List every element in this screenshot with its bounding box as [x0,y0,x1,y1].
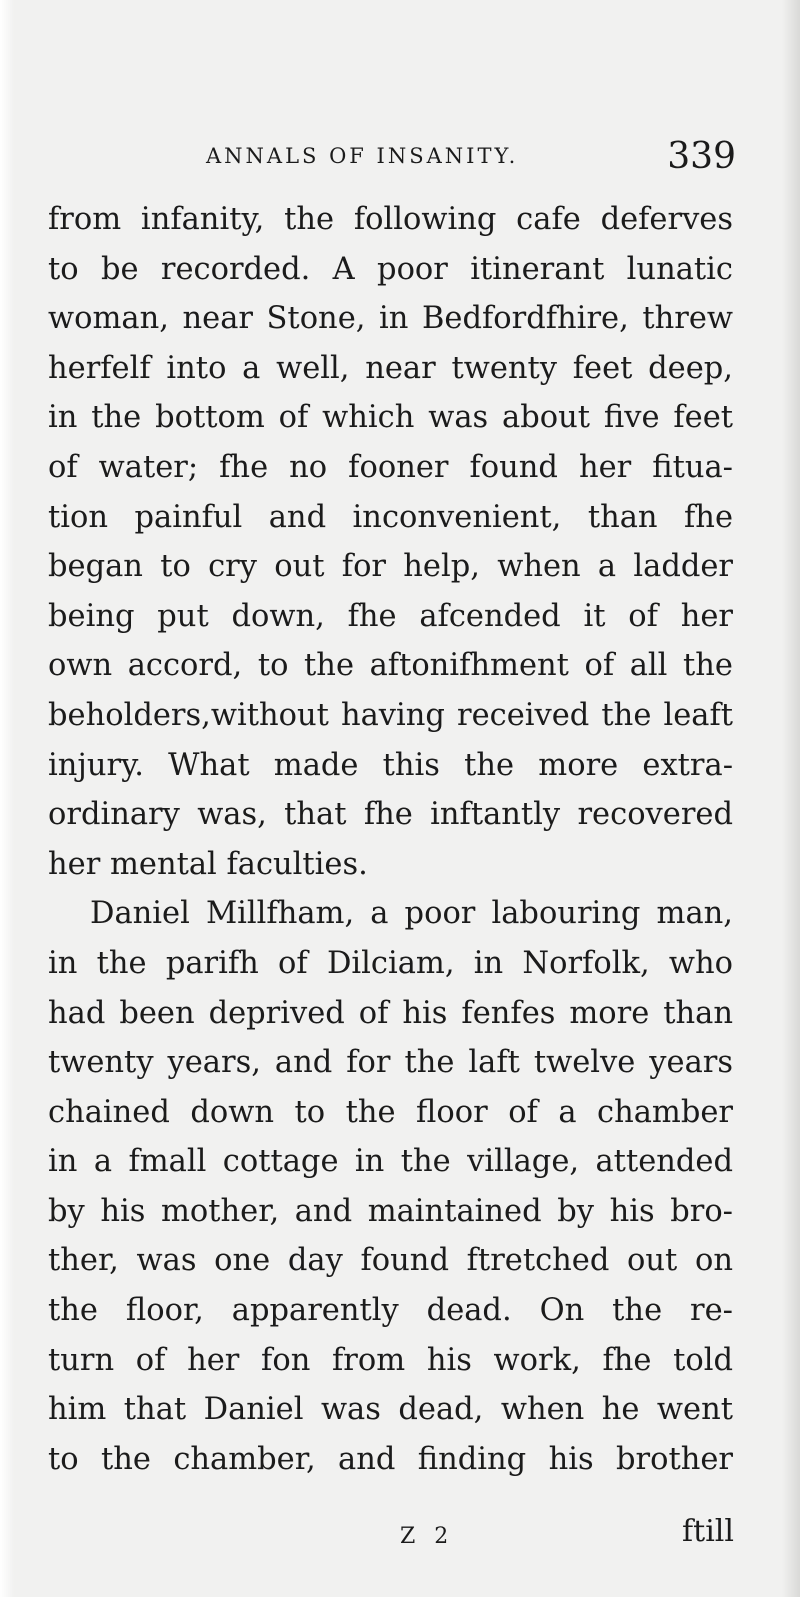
text-line: him that Daniel was dead, when he went [48,1392,733,1428]
page-number: 339 [667,136,736,177]
catchword: ftill [682,1514,734,1549]
text-line: own accord, to the aftonifhment of all the [48,648,733,684]
text-line: in the bottom of which was about five feet [48,400,733,436]
running-head: ANNALS OF INSANITY. [206,144,519,168]
text-line: injury. What made this the more extra- [48,747,733,783]
text-line: to the chamber, and finding his brother [48,1441,733,1477]
scan-left-edge [0,0,14,1597]
text-line: the floor, apparently dead. On the re- [48,1293,733,1329]
scan-right-edge [782,0,800,1597]
signature-mark: Z 2 [400,1524,455,1549]
text-line: began to cry out for help, when a ladder [48,549,733,585]
text-line: turn of her fon from his work, fhe told [48,1342,733,1378]
page-footer [48,1510,738,1560]
text-line: chained down to the floor of a chamber [48,1094,733,1130]
text-line: twenty years, and for the laft twelve years [48,1045,733,1081]
text-line: in a fmall cottage in the village, attended [48,1144,733,1180]
text-line: her mental faculties. [48,846,368,882]
text-line: beholders,without having received the leaft [48,697,733,733]
page-header [48,138,738,188]
body-text [48,195,733,1484]
text-line: from infanity, the following cafe deferves [48,202,733,237]
text-line: to be recorded. A poor itinerant lunatic [48,251,733,287]
text-line: by his mother, and maintained by his bro- [48,1193,733,1229]
text-line: being put down, fhe afcended it of her [48,598,733,634]
text-line: ordinary was, that fhe inftantly recovered [48,797,733,833]
text-line: had been deprived of his fenfes more than [48,995,733,1031]
text-line: herfelf into a well, near twenty feet deep, [48,350,733,386]
text-line: woman, near Stone, in Bedfordfhire, threw [48,301,733,337]
text-line: in the parifh of Dilciam, in Norfolk, who [48,945,733,981]
text-line: Daniel Millfham, a poor labouring man, [90,896,733,932]
text-line: of water; fhe no fooner found her fitua- [48,449,733,485]
text-line: ther, was one day found ftretched out on [48,1243,733,1279]
text-line: tion painful and inconvenient, than fhe [48,499,733,535]
